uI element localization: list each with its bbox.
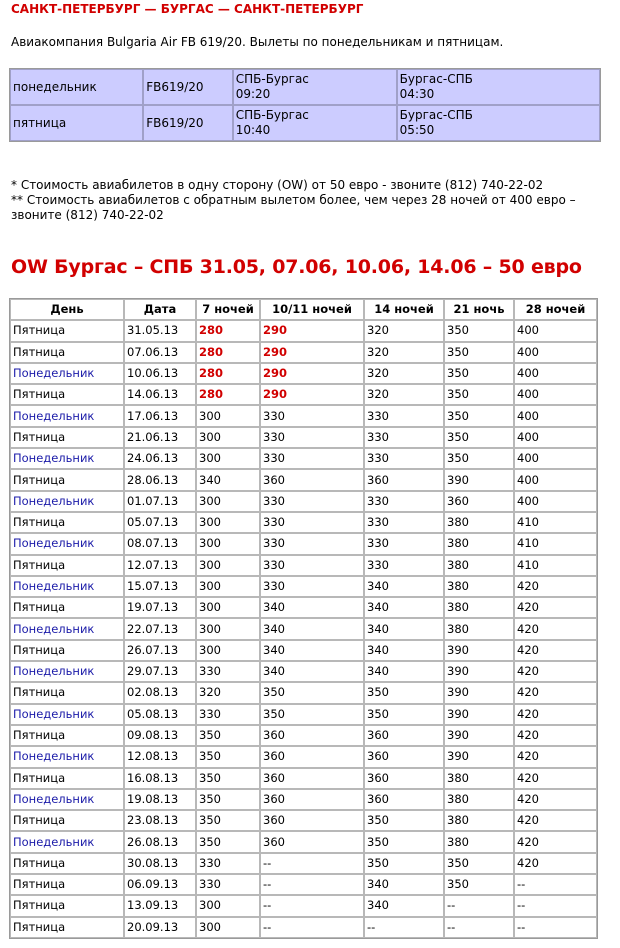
price-28-nights: 420 — [514, 682, 597, 703]
table-row — [10, 704, 597, 725]
date-cell: 05.08.13 — [124, 704, 196, 725]
flight-number — [143, 105, 233, 141]
price-21-nights: 390 — [444, 640, 514, 661]
flight-number-label: FB619/20 — [146, 79, 204, 94]
price-10-11-nights: 330 — [260, 427, 364, 448]
price-14-nights: 350 — [364, 810, 444, 831]
column-header: Дата — [124, 299, 196, 320]
day-cell: Пятница — [10, 427, 124, 448]
price-7-nights: 300 — [196, 917, 260, 938]
day-cell: Пятница — [10, 853, 124, 874]
price-28-nights: 400 — [514, 469, 597, 490]
price-14-nights: 340 — [364, 576, 444, 597]
day-cell: Понедельник — [10, 661, 124, 682]
table-row — [10, 363, 597, 384]
date-cell: 17.06.13 — [124, 405, 196, 426]
price-7-nights: 330 — [196, 853, 260, 874]
price-7-nights: 280 — [196, 384, 260, 405]
day-cell: Пятница — [10, 682, 124, 703]
price-7-nights: 280 — [196, 363, 260, 384]
price-7-nights: 300 — [196, 405, 260, 426]
day-cell: Пятница — [10, 597, 124, 618]
price-14-nights: 340 — [364, 895, 444, 916]
table-row — [10, 469, 597, 490]
price-10-11-nights: 330 — [260, 448, 364, 469]
price-14-nights: 330 — [364, 533, 444, 554]
price-21-nights: 350 — [444, 320, 514, 341]
outbound-flight-label: СПБ-Бургас — [235, 72, 309, 86]
price-10-11-nights: 350 — [260, 682, 364, 703]
price-7-nights: 300 — [196, 895, 260, 916]
price-14-nights: 330 — [364, 512, 444, 533]
price-14-nights: 360 — [364, 789, 444, 810]
price-28-nights: 420 — [514, 618, 597, 639]
return-flight-time: 04:30 — [399, 87, 435, 101]
price-28-nights: 400 — [514, 448, 597, 469]
price-14-nights: 320 — [364, 384, 444, 405]
table-row — [10, 427, 597, 448]
date-cell: 15.07.13 — [124, 576, 196, 597]
price-28-nights: 420 — [514, 661, 597, 682]
price-28-nights: 420 — [514, 831, 597, 852]
price-7-nights: 320 — [196, 682, 260, 703]
price-10-11-nights: 290 — [260, 320, 364, 341]
day-cell: Пятница — [10, 469, 124, 490]
date-cell: 26.08.13 — [124, 831, 196, 852]
price-28-nights: 420 — [514, 576, 597, 597]
price-10-11-nights: 290 — [260, 363, 364, 384]
price-10-11-nights: -- — [260, 874, 364, 895]
price-28-nights: -- — [514, 895, 597, 916]
date-cell: 12.07.13 — [124, 555, 196, 576]
table-row — [10, 895, 597, 916]
price-21-nights: 350 — [444, 384, 514, 405]
price-10-11-nights: 360 — [260, 789, 364, 810]
price-21-nights: -- — [444, 917, 514, 938]
column-header: 7 ночей — [196, 299, 260, 320]
date-cell: 14.06.13 — [124, 384, 196, 405]
flight-number — [143, 69, 233, 105]
flight-day — [10, 69, 143, 105]
day-cell: Понедельник — [10, 704, 124, 725]
price-10-11-nights: 360 — [260, 746, 364, 767]
price-7-nights: 300 — [196, 512, 260, 533]
price-7-nights: 340 — [196, 469, 260, 490]
price-14-nights: 320 — [364, 320, 444, 341]
day-cell: Пятница — [10, 384, 124, 405]
price-7-nights: 350 — [196, 725, 260, 746]
return-flight-time: 05:50 — [399, 123, 435, 137]
return-flight-label: Бургас-СПБ — [399, 72, 473, 86]
price-7-nights: 350 — [196, 789, 260, 810]
day-cell: Понедельник — [10, 576, 124, 597]
date-cell: 23.08.13 — [124, 810, 196, 831]
table-row — [10, 512, 597, 533]
date-cell: 30.08.13 — [124, 853, 196, 874]
price-7-nights: 330 — [196, 661, 260, 682]
flight-day-label: понедельник — [13, 79, 97, 94]
price-28-nights: 420 — [514, 789, 597, 810]
date-cell: 22.07.13 — [124, 618, 196, 639]
price-10-11-nights: 340 — [260, 640, 364, 661]
price-10-11-nights: 360 — [260, 768, 364, 789]
price-28-nights: 420 — [514, 768, 597, 789]
day-cell: Пятница — [10, 320, 124, 341]
table-row — [10, 448, 597, 469]
price-7-nights: 300 — [196, 597, 260, 618]
price-28-nights: 410 — [514, 533, 597, 554]
price-10-11-nights: 290 — [260, 342, 364, 363]
price-14-nights: 360 — [364, 725, 444, 746]
price-7-nights: 300 — [196, 618, 260, 639]
price-28-nights: 420 — [514, 853, 597, 874]
day-cell: Понедельник — [10, 405, 124, 426]
note-one-way: * Стоимость авиабилетов в одну сторону (OW) от 50 евро - звоните (812) 740-22-02 — [11, 178, 544, 192]
price-14-nights: 360 — [364, 469, 444, 490]
outbound-flight — [233, 105, 397, 141]
price-10-11-nights: 340 — [260, 618, 364, 639]
price-21-nights: 390 — [444, 469, 514, 490]
price-28-nights: 420 — [514, 725, 597, 746]
date-cell: 09.08.13 — [124, 725, 196, 746]
day-cell: Пятница — [10, 895, 124, 916]
table-row — [10, 640, 597, 661]
day-cell: Понедельник — [10, 363, 124, 384]
price-7-nights: 300 — [196, 555, 260, 576]
table-row — [10, 320, 597, 341]
price-28-nights: -- — [514, 874, 597, 895]
return-flight — [397, 105, 600, 141]
price-21-nights: 390 — [444, 746, 514, 767]
price-14-nights: 330 — [364, 448, 444, 469]
date-cell: 06.09.13 — [124, 874, 196, 895]
outbound-flight-time: 09:20 — [235, 87, 271, 101]
price-21-nights: 380 — [444, 810, 514, 831]
price-28-nights: 420 — [514, 640, 597, 661]
price-14-nights: 360 — [364, 768, 444, 789]
price-7-nights: 350 — [196, 810, 260, 831]
price-10-11-nights: 350 — [260, 704, 364, 725]
price-10-11-nights: 330 — [260, 576, 364, 597]
table-row — [10, 597, 597, 618]
table-row — [10, 491, 597, 512]
price-10-11-nights: 290 — [260, 384, 364, 405]
day-cell: Понедельник — [10, 618, 124, 639]
day-cell: Пятница — [10, 874, 124, 895]
note-return: ** Стоимость авиабилетов с обратным вылетом более, чем через 28 ночей от 400 евро – звоните (812) 740-22-02 — [11, 193, 576, 222]
price-28-nights: 420 — [514, 746, 597, 767]
price-14-nights: 360 — [364, 746, 444, 767]
price-14-nights: -- — [364, 917, 444, 938]
price-28-nights: 400 — [514, 320, 597, 341]
table-row — [10, 725, 597, 746]
table-row — [10, 917, 597, 938]
route-title: САНКТ-ПЕТЕРБУРГ — БУРГАС — САНКТ-ПЕТЕРБУРГ — [11, 2, 364, 16]
price-14-nights: 350 — [364, 831, 444, 852]
return-flight-label: Бургас-СПБ — [399, 108, 473, 122]
ow-offer-title: OW Бургас – СПБ 31.05, 07.06, 10.06, 14.06 – 50 евро — [11, 256, 582, 278]
day-cell: Понедельник — [10, 491, 124, 512]
price-21-nights: 380 — [444, 789, 514, 810]
price-28-nights: 400 — [514, 363, 597, 384]
price-21-nights: 380 — [444, 576, 514, 597]
price-14-nights: 330 — [364, 405, 444, 426]
outbound-flight — [233, 69, 397, 105]
price-14-nights: 320 — [364, 342, 444, 363]
price-table-header — [10, 299, 597, 320]
price-10-11-nights: 360 — [260, 831, 364, 852]
table-row — [10, 874, 597, 895]
day-cell: Пятница — [10, 555, 124, 576]
price-21-nights: 380 — [444, 618, 514, 639]
outbound-flight-label: СПБ-Бургас — [235, 108, 309, 122]
price-7-nights: 300 — [196, 427, 260, 448]
price-14-nights: 330 — [364, 491, 444, 512]
price-notes — [11, 178, 611, 223]
price-21-nights: 390 — [444, 704, 514, 725]
price-14-nights: 350 — [364, 853, 444, 874]
day-cell: Понедельник — [10, 789, 124, 810]
day-cell: Понедельник — [10, 533, 124, 554]
price-28-nights: -- — [514, 917, 597, 938]
price-14-nights: 340 — [364, 874, 444, 895]
price-28-nights: 400 — [514, 491, 597, 512]
date-cell: 02.08.13 — [124, 682, 196, 703]
price-7-nights: 300 — [196, 533, 260, 554]
price-7-nights: 280 — [196, 320, 260, 341]
day-cell: Понедельник — [10, 831, 124, 852]
table-row — [10, 682, 597, 703]
date-cell: 19.07.13 — [124, 597, 196, 618]
price-14-nights: 340 — [364, 661, 444, 682]
price-7-nights: 350 — [196, 768, 260, 789]
flight-row — [10, 105, 600, 141]
date-cell: 12.08.13 — [124, 746, 196, 767]
price-21-nights: 390 — [444, 682, 514, 703]
table-row — [10, 618, 597, 639]
price-table — [9, 298, 598, 939]
column-header: 28 ночей — [514, 299, 597, 320]
price-10-11-nights: 330 — [260, 405, 364, 426]
price-14-nights: 350 — [364, 704, 444, 725]
table-row — [10, 746, 597, 767]
day-cell: Пятница — [10, 640, 124, 661]
day-cell: Пятница — [10, 512, 124, 533]
price-21-nights: 390 — [444, 725, 514, 746]
price-21-nights: 380 — [444, 831, 514, 852]
price-7-nights: 330 — [196, 874, 260, 895]
table-row — [10, 853, 597, 874]
price-21-nights: 380 — [444, 555, 514, 576]
price-10-11-nights: 360 — [260, 810, 364, 831]
date-cell: 01.07.13 — [124, 491, 196, 512]
outbound-flight-time: 10:40 — [235, 123, 271, 137]
flight-row — [10, 69, 600, 105]
price-10-11-nights: 340 — [260, 661, 364, 682]
price-28-nights: 400 — [514, 342, 597, 363]
price-14-nights: 330 — [364, 427, 444, 448]
price-21-nights: 380 — [444, 533, 514, 554]
price-28-nights: 420 — [514, 810, 597, 831]
price-7-nights: 280 — [196, 342, 260, 363]
price-28-nights: 400 — [514, 427, 597, 448]
column-header: 21 ночь — [444, 299, 514, 320]
date-cell: 10.06.13 — [124, 363, 196, 384]
date-cell: 26.07.13 — [124, 640, 196, 661]
price-7-nights: 300 — [196, 491, 260, 512]
table-row — [10, 831, 597, 852]
price-14-nights: 330 — [364, 555, 444, 576]
price-28-nights: 420 — [514, 704, 597, 725]
price-21-nights: 350 — [444, 405, 514, 426]
table-row — [10, 661, 597, 682]
price-14-nights: 340 — [364, 597, 444, 618]
price-28-nights: 420 — [514, 597, 597, 618]
table-row — [10, 768, 597, 789]
date-cell: 21.06.13 — [124, 427, 196, 448]
price-28-nights: 400 — [514, 405, 597, 426]
date-cell: 24.06.13 — [124, 448, 196, 469]
price-7-nights: 300 — [196, 640, 260, 661]
table-row — [10, 555, 597, 576]
date-cell: 13.09.13 — [124, 895, 196, 916]
price-7-nights: 300 — [196, 576, 260, 597]
table-row — [10, 384, 597, 405]
price-28-nights: 410 — [514, 512, 597, 533]
price-10-11-nights: -- — [260, 895, 364, 916]
price-7-nights: 300 — [196, 448, 260, 469]
day-cell: Пятница — [10, 768, 124, 789]
flight-day-label: пятница — [13, 115, 67, 130]
price-10-11-nights: 360 — [260, 469, 364, 490]
date-cell: 28.06.13 — [124, 469, 196, 490]
flight-day — [10, 105, 143, 141]
price-21-nights: 350 — [444, 427, 514, 448]
day-cell: Пятница — [10, 342, 124, 363]
day-cell: Пятница — [10, 917, 124, 938]
table-row — [10, 405, 597, 426]
price-7-nights: 350 — [196, 746, 260, 767]
airline-info: Авиакомпания Bulgaria Air FB 619/20. Вылеты по понедельникам и пятницам. — [11, 35, 504, 49]
flight-number-label: FB619/20 — [146, 115, 204, 130]
price-21-nights: 380 — [444, 597, 514, 618]
column-header: День — [10, 299, 124, 320]
price-10-11-nights: 330 — [260, 533, 364, 554]
price-10-11-nights: 330 — [260, 491, 364, 512]
date-cell: 31.05.13 — [124, 320, 196, 341]
day-cell: Пятница — [10, 810, 124, 831]
price-14-nights: 340 — [364, 640, 444, 661]
price-28-nights: 400 — [514, 384, 597, 405]
date-cell: 07.06.13 — [124, 342, 196, 363]
price-10-11-nights: 360 — [260, 725, 364, 746]
price-10-11-nights: -- — [260, 853, 364, 874]
table-row — [10, 576, 597, 597]
price-21-nights: 380 — [444, 512, 514, 533]
price-21-nights: 390 — [444, 661, 514, 682]
price-7-nights: 350 — [196, 831, 260, 852]
price-21-nights: 350 — [444, 448, 514, 469]
date-cell: 29.07.13 — [124, 661, 196, 682]
price-21-nights: 350 — [444, 363, 514, 384]
price-21-nights: 350 — [444, 874, 514, 895]
price-21-nights: 350 — [444, 853, 514, 874]
table-row — [10, 342, 597, 363]
day-cell: Пятница — [10, 725, 124, 746]
day-cell: Понедельник — [10, 448, 124, 469]
date-cell: 20.09.13 — [124, 917, 196, 938]
price-21-nights: 360 — [444, 491, 514, 512]
return-flight — [397, 69, 600, 105]
price-14-nights: 340 — [364, 618, 444, 639]
price-10-11-nights: 330 — [260, 512, 364, 533]
date-cell: 19.08.13 — [124, 789, 196, 810]
date-cell: 16.08.13 — [124, 768, 196, 789]
flight-schedule-table — [9, 68, 601, 142]
date-cell: 08.07.13 — [124, 533, 196, 554]
table-row — [10, 533, 597, 554]
price-14-nights: 320 — [364, 363, 444, 384]
table-row — [10, 810, 597, 831]
price-7-nights: 330 — [196, 704, 260, 725]
column-header: 14 ночей — [364, 299, 444, 320]
date-cell: 05.07.13 — [124, 512, 196, 533]
column-header: 10/11 ночей — [260, 299, 364, 320]
table-row — [10, 789, 597, 810]
price-14-nights: 350 — [364, 682, 444, 703]
price-28-nights: 410 — [514, 555, 597, 576]
price-21-nights: 380 — [444, 768, 514, 789]
price-21-nights: -- — [444, 895, 514, 916]
price-10-11-nights: 340 — [260, 597, 364, 618]
day-cell: Понедельник — [10, 746, 124, 767]
price-10-11-nights: 330 — [260, 555, 364, 576]
price-21-nights: 350 — [444, 342, 514, 363]
price-10-11-nights: -- — [260, 917, 364, 938]
